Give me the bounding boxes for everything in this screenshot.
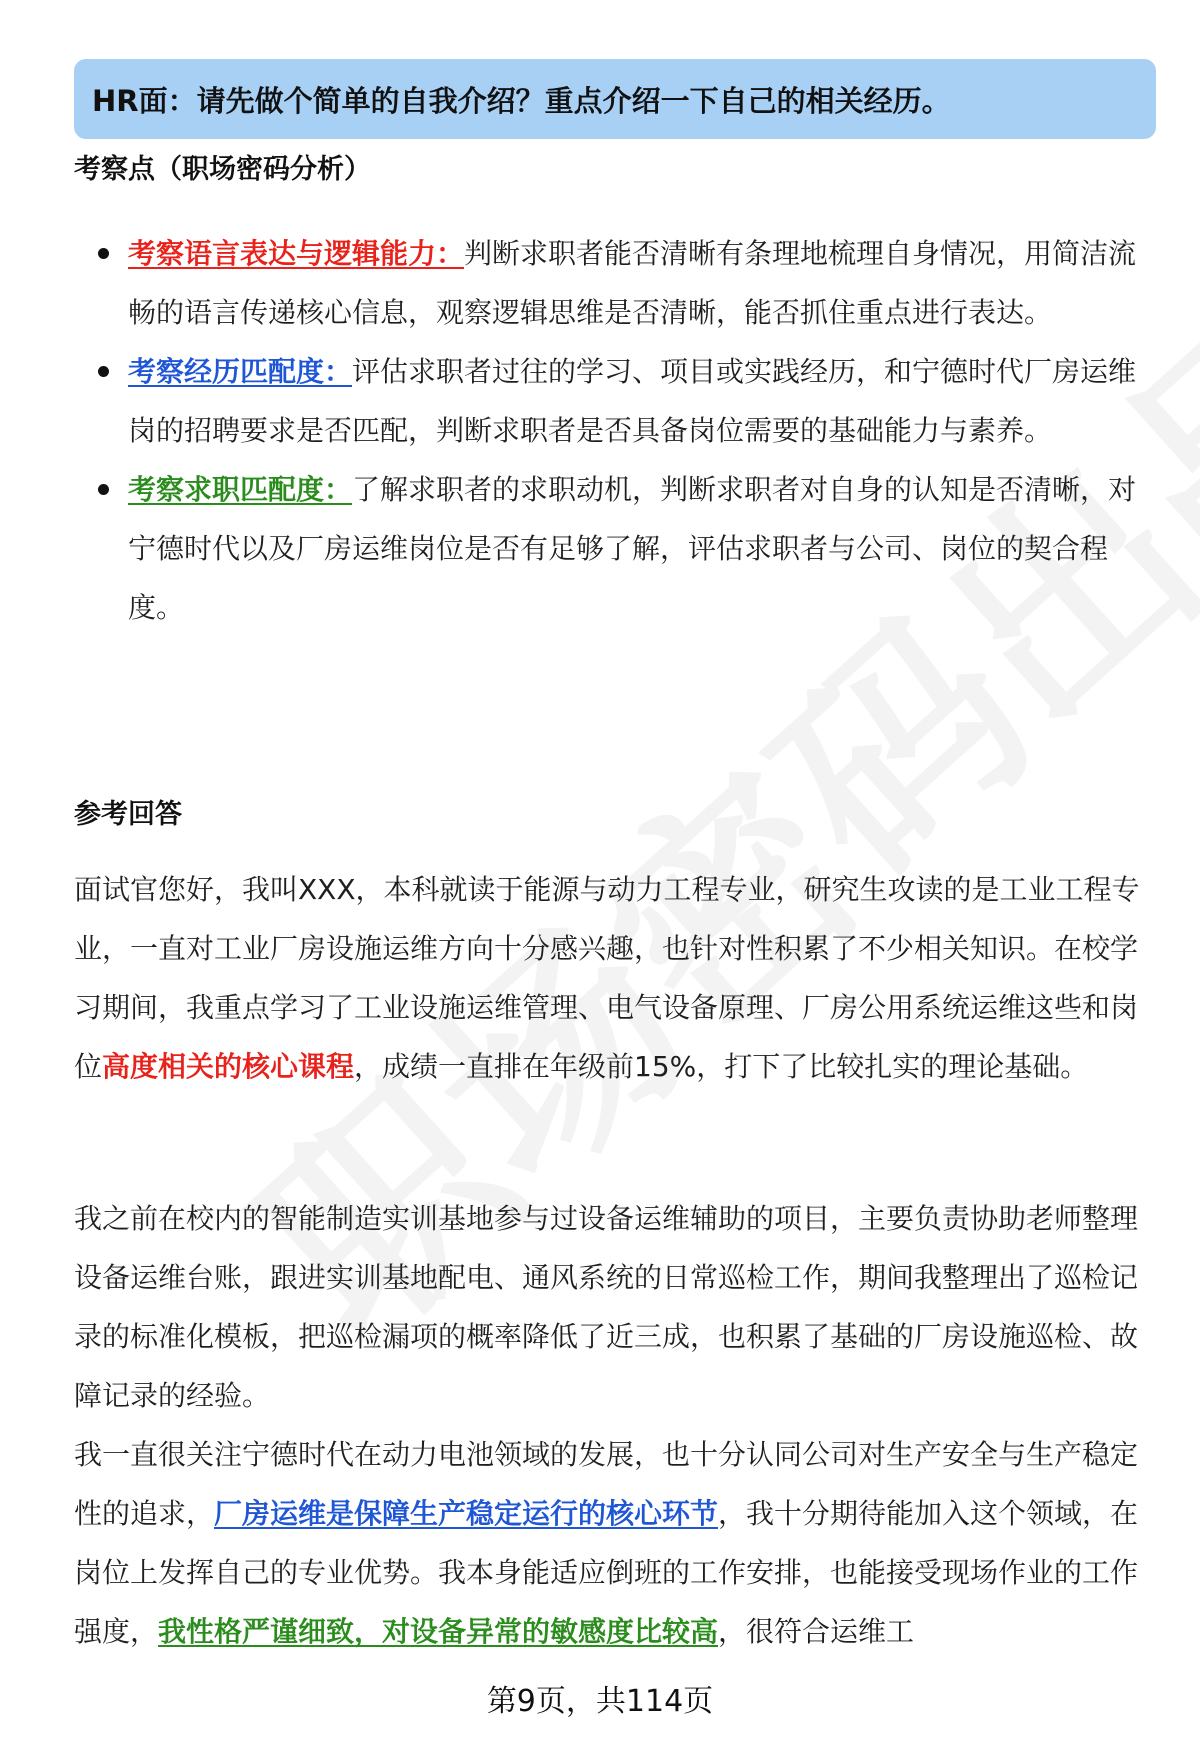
answer-text: ，很符合运维工 [718,1615,915,1648]
question-text: HR面：请先做个简单的自我介绍？重点介绍一下自己的相关经历。 [92,83,951,118]
focus-text: 判断求职者能否清晰有条理地梳理自身情况，用简洁流畅的语言传递核心信息，观察逻辑思维是否清晰，能否抓住重点进行表达。 [128,237,1137,329]
answer-highlight: 高度相关的核心课程 [102,1050,355,1083]
bullet-icon [98,248,109,259]
focus-keyword: 考察语言表达与逻辑能力： [128,237,465,270]
focus-item [74,224,1154,342]
focus-list [74,224,1154,637]
page-number: 第9页，共114页 [486,1684,714,1719]
section-heading-answer: 参考回答 [74,799,182,830]
answer-text: 面试官您好，我叫XXX，本科就读于能源与动力工程专业，研究生攻读的是工业工程专业，一直对工业厂房设施运维方向十分感兴趣，也针对性积累了不少相关知识。在校学习期间，我重点学习了工业设施运维管理、电气设备原理、厂房公用系统运维这些和岗位 [74,873,1140,1083]
answer-paragraph [74,1425,1156,1661]
answer-paragraph [74,860,1156,1096]
answer-highlight: 厂房运维是保障生产稳定运行的核心环节 [214,1497,719,1530]
focus-item [74,342,1154,460]
question-banner [74,59,1156,139]
focus-item [74,460,1154,637]
bullet-icon [98,366,109,377]
answer-text: ，成绩一直排在年级前15%，打下了比较扎实的理论基础。 [354,1050,1089,1083]
answer-paragraph [74,1189,1156,1425]
focus-text: 评估求职者过往的学习、项目或实践经历，和宁德时代厂房运维岗的招聘要求是否匹配，判断求职者是否具备岗位需要的基础能力与素养。 [128,355,1137,447]
section-heading-focus: 考察点（职场密码分析） [74,154,371,185]
answer-highlight: 我性格严谨细致，对设备异常的敏感度比较高 [158,1615,719,1648]
focus-keyword: 考察求职匹配度： [128,473,353,506]
bullet-icon [98,484,109,495]
answer-text: 我之前在校内的智能制造实训基地参与过设备运维辅助的项目，主要负责协助老师整理设备运维台账，跟进实训基地配电、通风系统的日常巡检工作，期间我整理出了巡检记录的标准化模板，把巡检漏项的概率降低了近三成，也积累了基础的厂房设施巡检、故障记录的经验。 [74,1202,1139,1412]
focus-keyword: 考察经历匹配度： [128,355,353,388]
answer-text: 我一直很关注宁德时代在动力电池领域的发展，也十分认同公司对生产安全与生产稳定性的追求， [74,1438,1139,1530]
answer-text: ，我十分期待能加入这个领域，在岗位上发挥自己的专业优势。我本身能适应倒班的工作安排，也能接受现场作业的工作强度， [74,1497,1139,1648]
focus-text: 了解求职者的求职动机，判断求职者对自身的认知是否清晰，对宁德时代以及厂房运维岗位是否有足够了解，评估求职者与公司、岗位的契合程度。 [128,473,1137,624]
